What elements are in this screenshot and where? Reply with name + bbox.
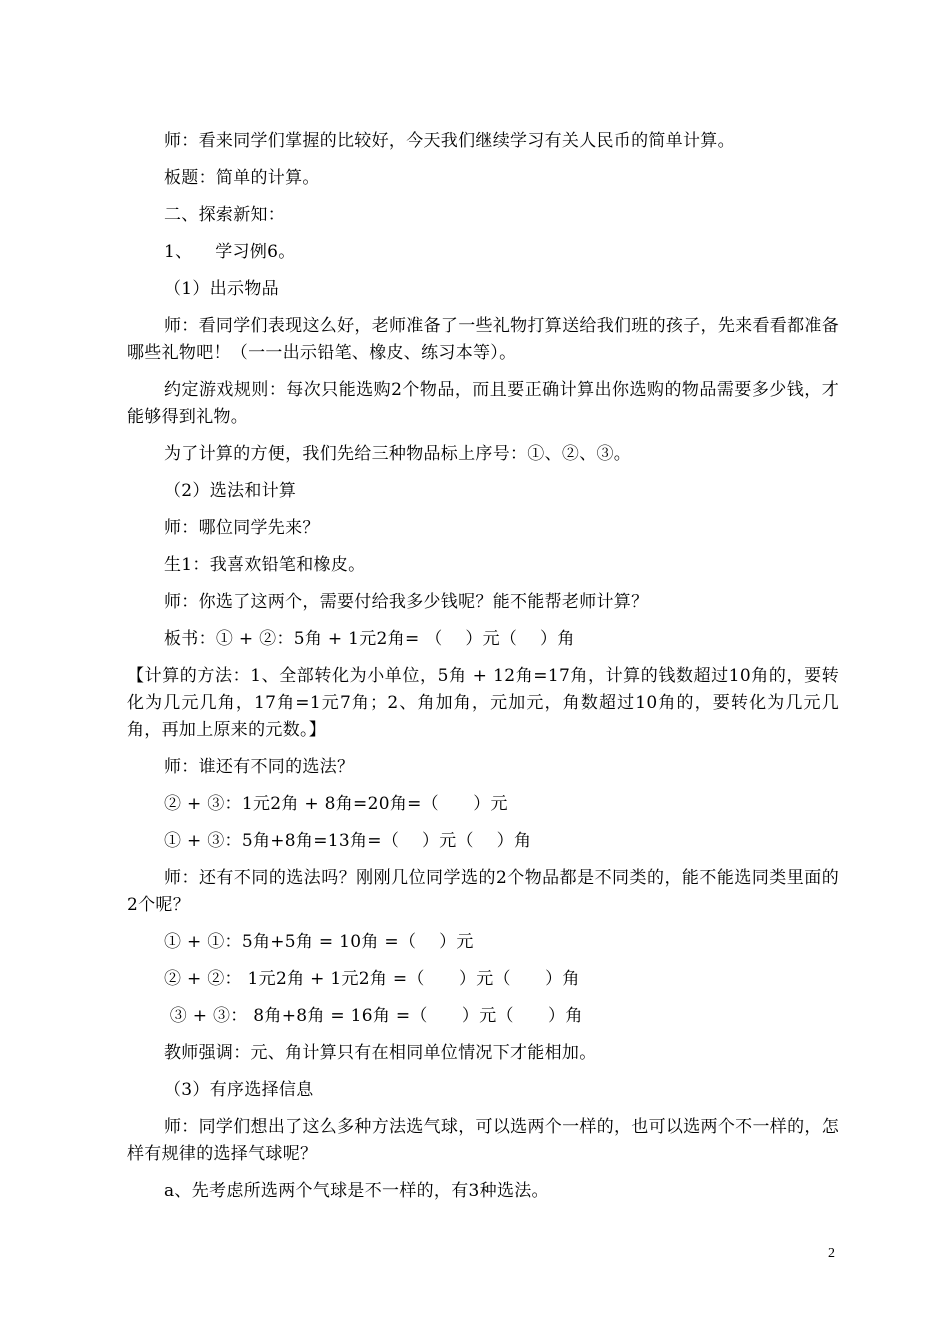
paragraph-board-title: 板题：简单的计算。 — [164, 168, 320, 188]
equation-board-1-2: 板书：① + ②：5角 + 1元2角= （ ）元（ ）角 — [164, 629, 575, 649]
equation-1-3: ① + ③：5角+8角=13角=（ ）元（ ）角 — [164, 831, 532, 851]
subsection-heading-example: 1、 学习例6。 — [164, 242, 296, 262]
paragraph-teacher-gifts: 师：看同学们表现这么好，老师准备了一些礼物打算送给我们班的孩子，先来看看都准备哪些礼物吧！（一一出示铅笔、橡皮、练习本等）。 — [127, 316, 839, 363]
paragraph-same-type: 师：还有不同的选法吗？刚刚几位同学选的2个物品都是不同类的，能不能选同类里面的2个呢？ — [127, 868, 839, 915]
step-heading-show-items: （1）出示物品 — [164, 279, 279, 299]
section-heading-explore: 二、探索新知： — [164, 205, 286, 225]
paragraph-numbering: 为了计算的方便，我们先给三种物品标上序号：①、②、③。 — [164, 444, 632, 464]
paragraph-intro: 师：看来同学们掌握的比较好，今天我们继续学习有关人民币的简单计算。 — [164, 131, 735, 151]
paragraph-game-rules: 约定游戏规则：每次只能选购2个物品，而且要正确计算出你选购的物品需要多少钱，才能够得到礼物。 — [127, 380, 839, 427]
paragraph-balloon-question: 师：同学们想出了这么多种方法选气球，可以选两个一样的，也可以选两个不一样的，怎样有规律的选择气球呢？ — [127, 1117, 839, 1164]
equation-3-3: ③ + ③： 8角+8角 = 16角 =（ ）元（ ）角 — [164, 1006, 583, 1026]
paragraph-teacher-emphasis: 教师强调：元、角计算只有在相同单位情况下才能相加。 — [164, 1043, 597, 1063]
document-body — [127, 128, 839, 1215]
paragraph-student-answer: 生1：我喜欢铅笔和橡皮。 — [164, 555, 366, 575]
paragraph-method-note: 【计算的方法：1、全部转化为小单位，5角 + 12角=17角，计算的钱数超过10角的，要转化为几元几角，17角=1元7角；2、角加角，元加元，角数超过10角的，要转化为几元几角，再加上原来的元数。】 — [127, 666, 839, 740]
equation-2-3: ② + ③：1元2角 + 8角=20角=（ ）元 — [164, 794, 508, 814]
equation-2-2: ② + ②： 1元2角 + 1元2角 =（ ）元（ ）角 — [164, 969, 580, 989]
page-number: 2 — [828, 1246, 835, 1261]
paragraph-teacher-ask: 师：哪位同学先来？ — [164, 518, 320, 538]
paragraph-option-a: a、先考虑所选两个气球是不一样的，有3种选法。 — [164, 1181, 549, 1201]
step-heading-ordered-choice: （3）有序选择信息 — [164, 1080, 314, 1100]
paragraph-teacher-question: 师：你选了这两个，需要付给我多少钱呢？能不能帮老师计算？ — [164, 592, 649, 612]
equation-1-1: ① + ①：5角+5角 = 10角 =（ ）元 — [164, 932, 474, 952]
step-heading-choose-calc: （2）选法和计算 — [164, 481, 297, 501]
paragraph-other-choices: 师：谁还有不同的选法？ — [164, 757, 355, 777]
